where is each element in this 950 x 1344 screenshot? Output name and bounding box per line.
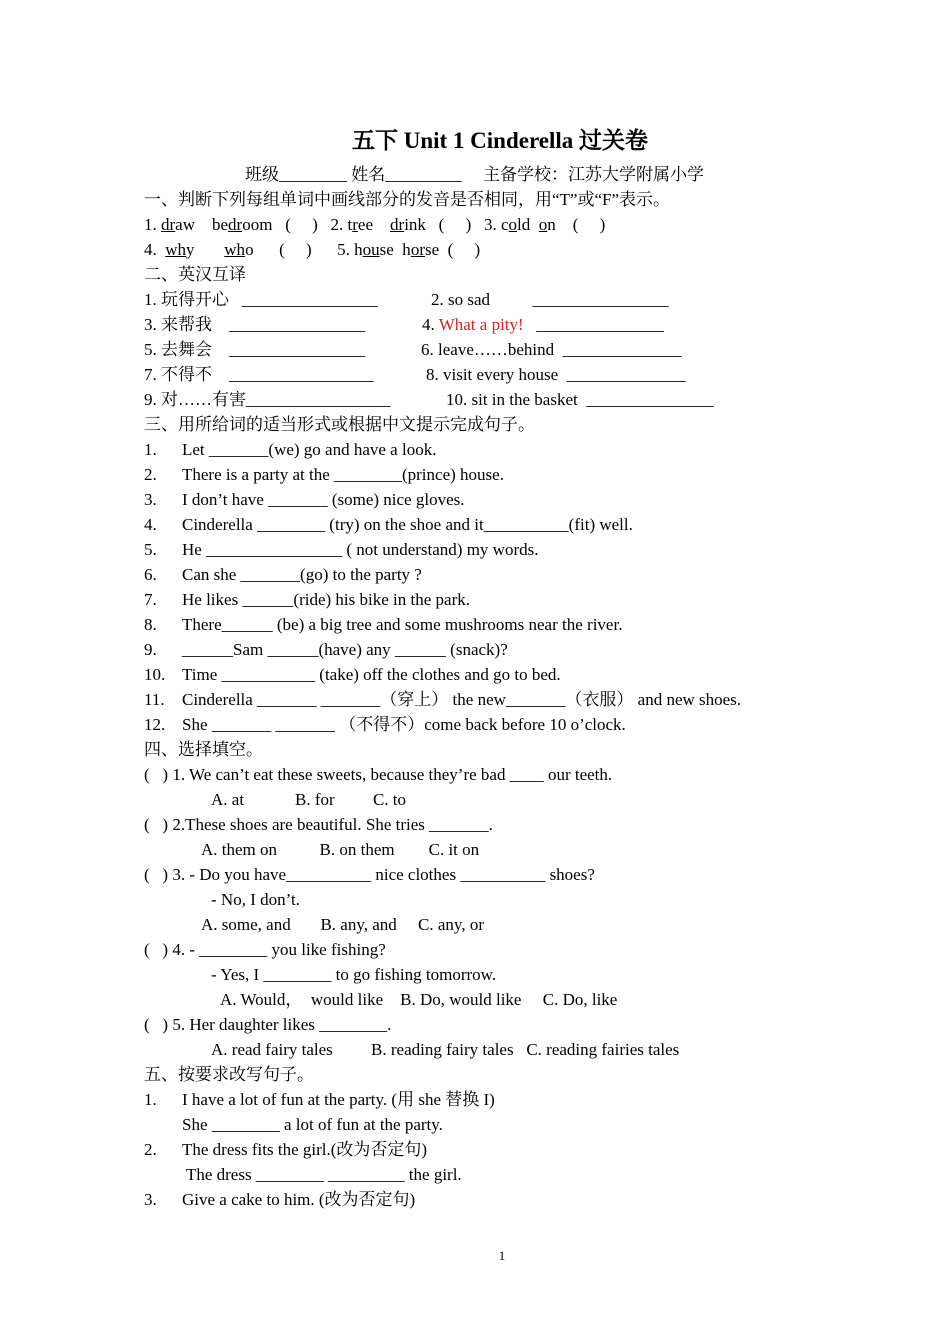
s2-item: 10. sit in the basket _______________ [446,390,714,409]
s4-dialogue: - No, I don’t. [211,890,300,909]
section-4-heading: 四、选择填空。 [144,740,263,759]
s5-answer-line: The dress ________ _________ the girl. [182,1165,462,1184]
s3-sentence: I don’t have _______ (some) nice gloves. [182,490,465,509]
s3-sentence: ______Sam ______(have) any ______ (snack)? [182,640,508,659]
s2-item: 9. 对……有害_________________ [144,390,391,409]
s4-question: ( ) 3. - Do you have__________ nice clothes __________ shoes? [144,865,595,884]
s1-row-1: 1. draw bedroom ( ) 2. tree drink ( ) 3. cold on ( ) [144,215,606,234]
s5-sentence: Give a cake to him. (改为否定句) [182,1190,416,1209]
s5-sentence: I have a lot of fun at the party. (用 she 替换 I) [182,1090,495,1109]
s3-sentence: There______ (be) a big tree and some mushrooms near the river. [182,615,623,634]
s5-number: 2. [144,1140,157,1159]
s5-number: 1. [144,1090,157,1109]
s3-sentence: Let _______(we) go and have a look. [182,440,437,459]
section-2-heading: 二、英汉互译 [144,265,246,284]
s4-options: A. Would， would like B. Do, would like C. Do, like [220,990,618,1009]
s5-answer-line: She ________ a lot of fun at the party. [182,1115,443,1134]
s3-number: 11. [144,690,165,709]
highlighted-phrase: What a pity! [438,315,524,334]
s1-row-2: 4. why who ( ) 5. house horse ( ) [144,240,481,259]
s4-question: ( ) 5. Her daughter likes ________. [144,1015,392,1034]
section-1-heading: 一、判断下列每组单词中画线部分的发音是否相同，用“T”或“F”表示。 [144,190,671,209]
s3-number: 3. [144,490,157,509]
s3-sentence: Can she _______(go) to the party ? [182,565,422,584]
s4-options: A. them on B. on them C. it on [201,840,480,859]
s2-item: 6. leave……behind ______________ [421,340,682,359]
s4-dialogue: - Yes, I ________ to go fishing tomorrow. [211,965,497,984]
s3-sentence: Cinderella _______ _______（穿上） the new_______（衣服） and new shoes. [182,690,742,709]
s3-number: 6. [144,565,157,584]
s3-sentence: There is a party at the ________(prince) house. [182,465,504,484]
s2-item: 2. so sad ________________ [431,290,669,309]
s3-sentence: Cinderella ________ (try) on the shoe and it__________(fit) well. [182,515,633,534]
s3-number: 4. [144,515,157,534]
s3-number: 8. [144,615,157,634]
s5-number: 3. [144,1190,157,1209]
page-number: 1 [498,1248,506,1263]
s4-options: A. read fairy tales B. reading fairy tales C. reading fairies tales [211,1040,680,1059]
s2-item: 1. 玩得开心 ________________ [144,290,378,309]
s3-number: 10. [144,665,166,684]
s3-number: 5. [144,540,157,559]
s3-sentence: She _______ _______ （不得不）come back before 10 o’clock. [182,715,626,734]
subtitle: 班级________ 姓名_________ 主备学校：江苏大学附属小学 [245,165,704,184]
page-title: 五下 Unit 1 Cinderella 过关卷 [351,128,649,153]
s3-number: 9. [144,640,157,659]
s3-number: 1. [144,440,157,459]
s4-question: ( ) 1. We can’t eat these sweets, because they’re bad ____ our teeth. [144,765,613,784]
s2-item: 8. visit every house ______________ [426,365,686,384]
s4-options: A. some, and B. any, and C. any, or [201,915,484,934]
section-3-heading: 三、用所给词的适当形式或根据中文提示完成句子。 [144,415,535,434]
s4-options: A. at B. for C. to [211,790,407,809]
section-5-heading: 五、按要求改写句子。 [144,1065,314,1084]
s5-sentence: The dress fits the girl.(改为否定句) [182,1140,428,1159]
s4-question: ( ) 4. - ________ you like fishing? [144,940,386,959]
s3-number: 7. [144,590,157,609]
s3-sentence: He likes ______(ride) his bike in the park. [182,590,470,609]
s4-question: ( ) 2.These shoes are beautiful. She tries _______. [144,815,493,834]
s3-number: 2. [144,465,157,484]
s2-item: 7. 不得不 _________________ [144,365,374,384]
s2-item: 4. What a pity! _______________ [422,315,664,334]
s3-number: 12. [144,715,166,734]
s3-sentence: He ________________ ( not understand) my words. [182,540,539,559]
s2-item: 3. 来帮我 ________________ [144,315,365,334]
s2-item: 5. 去舞会 ________________ [144,340,365,359]
s3-sentence: Time ___________ (take) off the clothes and go to bed. [182,665,561,684]
